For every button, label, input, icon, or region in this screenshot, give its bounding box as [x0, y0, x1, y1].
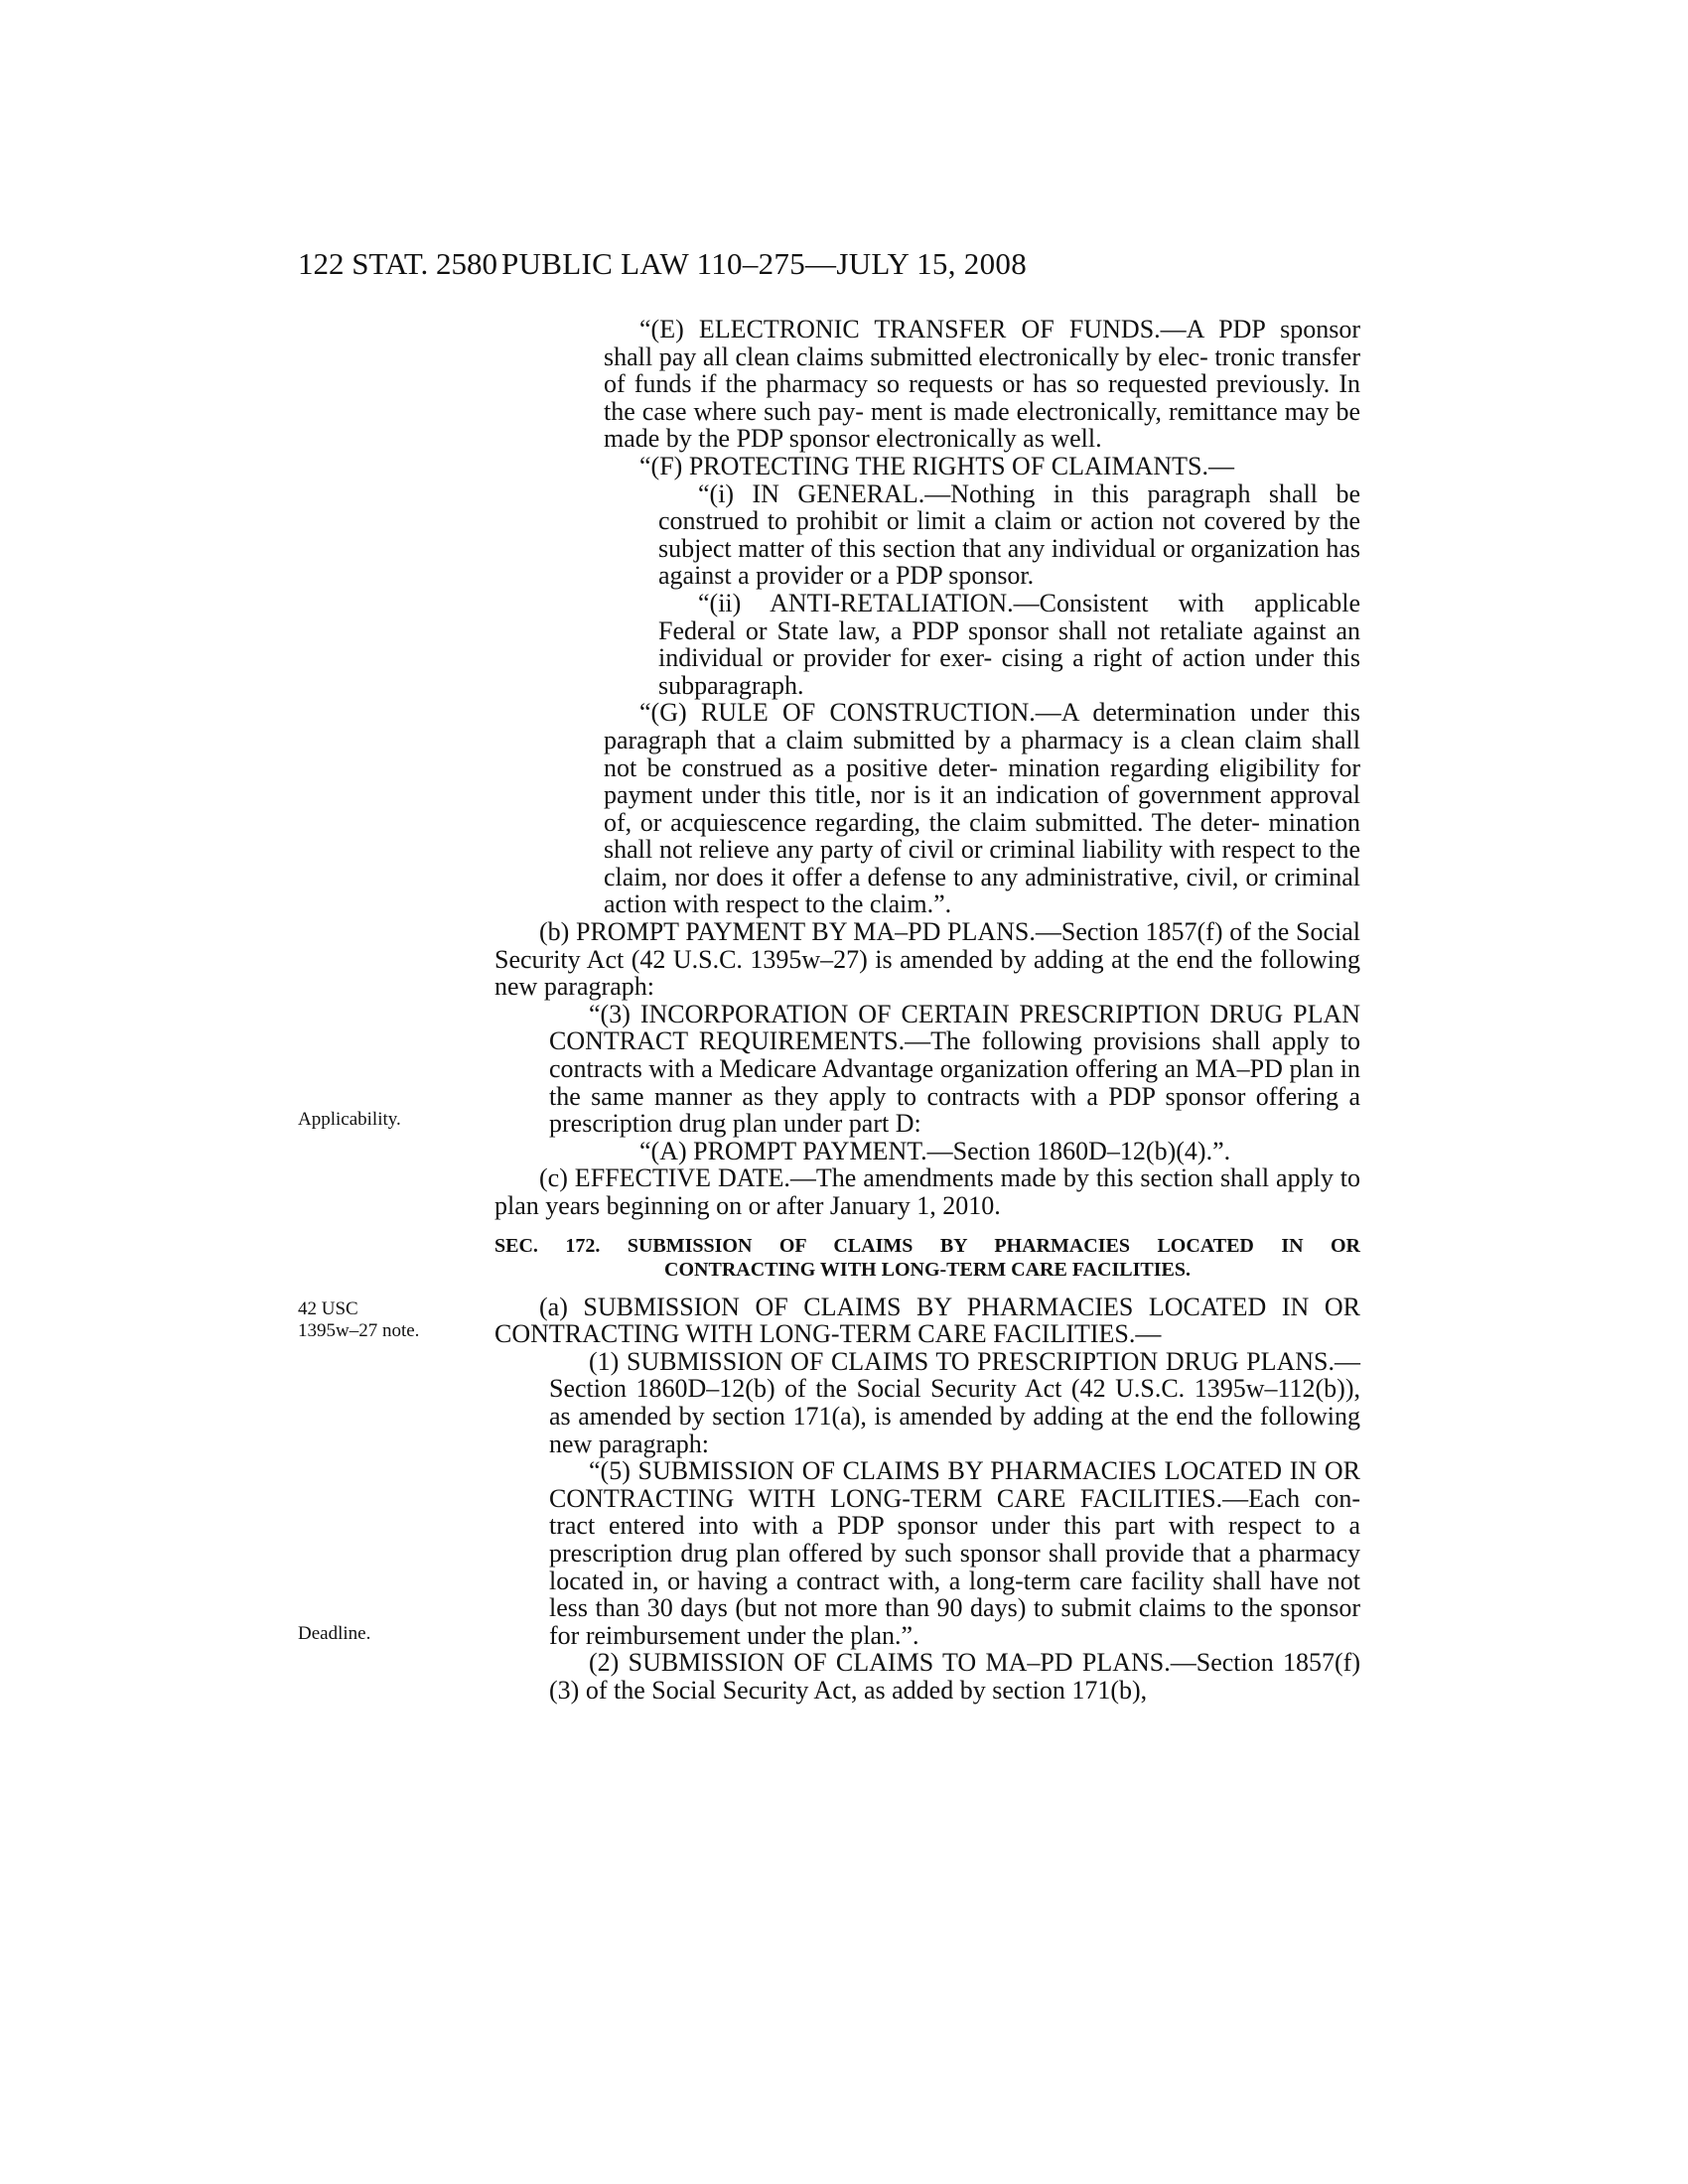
margin-note-deadline: Deadline.	[298, 1623, 371, 1644]
para-e-electronic-transfer: “(E) ELECTRONIC TRANSFER OF FUNDS.—A PDP sponsor shall pay all clean claims submitted electronically by elec- tronic transfer of funds if the pharmacy so requests or has so requested previously. In the case where such pay- ment is made electronically, remittance may be made by the PDP sponsor electronically as well.	[604, 315, 1360, 454]
section-heading-line1: SEC. 172. SUBMISSION OF CLAIMS BY PHARMACIES LOCATED IN OR	[494, 1234, 1360, 1257]
para-2-submission-mapd: (2) SUBMISSION OF CLAIMS TO MA–PD PLANS.—Section 1857(f)(3) of the Social Security Act, as added by section 171(b),	[549, 1648, 1360, 1705]
para-a-prompt-payment: “(A) PROMPT PAYMENT.—Section 1860D–12(b)(4).”.	[639, 1136, 1231, 1165]
margin-note-usc-line2: 1395w–27 note.	[298, 1320, 420, 1341]
section-heading-line2: CONTRACTING WITH LONG-TERM CARE FACILITIES.	[664, 1258, 1191, 1281]
margin-note-usc-line1: 42 USC	[298, 1298, 358, 1319]
margin-note-applicability: Applicability.	[298, 1109, 401, 1130]
para-3-incorporation: “(3) INCORPORATION OF CERTAIN PRESCRIPTION DRUG PLAN CONTRACT REQUIREMENTS.—The following provisions shall apply to contracts with a Medicare Advantage organization offering an MA–PD plan in the same manner as they apply to contracts with a PDP sponsor offering a prescription drug plan under part D:	[549, 999, 1360, 1139]
para-a-submission: (a) SUBMISSION OF CLAIMS BY PHARMACIES LOCATED IN OR CONTRACTING WITH LONG-TERM CARE FACILITIES.—	[494, 1292, 1360, 1349]
para-c-effective-date: (c) EFFECTIVE DATE.—The amendments made by this section shall apply to plan years beginning on or after January 1, 2010.	[494, 1163, 1360, 1220]
statute-page-number: 122 STAT. 2580	[298, 246, 498, 281]
para-f-ii-anti-retaliation: “(ii) ANTI-RETALIATION.—Consistent with applicable Federal or State law, a PDP sponsor shall not retaliate against an individual or provider for exer- cising a right of action under this subparagraph.	[658, 588, 1360, 700]
para-f-heading: “(F) PROTECTING THE RIGHTS OF CLAIMANTS.—	[639, 451, 1234, 480]
para-5-submission-ltc: “(5) SUBMISSION OF CLAIMS BY PHARMACIES LOCATED IN OR CONTRACTING WITH LONG-TERM CARE FACILITIES.—Each con- tract entered into with a PDP sponsor under this part with respect to a prescription drug plan offered by such sponsor shall provide that a pharmacy located in, or having a contract with, a long-term care facility shall have not less than 30 days (but not more than 90 days) to submit claims to the sponsor for reimbursement under the plan.”.	[549, 1456, 1360, 1650]
section-heading	[494, 1234, 1360, 1282]
para-b-prompt-payment: (b) PROMPT PAYMENT BY MA–PD PLANS.—Section 1857(f) of the Social Security Act (42 U.S.C. 1395w–27) is amended by adding at the end the following new paragraph:	[494, 917, 1360, 1002]
page-header	[298, 246, 1370, 286]
para-1-submission-pdp: (1) SUBMISSION OF CLAIMS TO PRESCRIPTION DRUG PLANS.— Section 1860D–12(b) of the Social Security Act (42 U.S.C. 1395w–112(b)), as amended by section 171(a), is amended by adding at the end the following new paragraph:	[549, 1346, 1360, 1458]
margin-note-usc	[298, 1298, 472, 1342]
running-title: PUBLIC LAW 110–275—JULY 15, 2008	[501, 246, 1028, 281]
para-g-rule-of-construction: “(G) RULE OF CONSTRUCTION.—A determination under this paragraph that a claim submitted by a pharmacy is a clean claim shall not be construed as a positive deter- mination regarding eligibility for payment under this title, nor is it an indication of government approval of, or acquiescence regarding, the claim submitted. The deter- mination shall not relieve any party of civil or criminal liability with respect to the claim, nor does it offer a defense to any administrative, civil, or criminal action with respect to the claim.”.	[604, 698, 1360, 919]
para-f-i-in-general: “(i) IN GENERAL.—Nothing in this paragraph shall be construed to prohibit or limit a claim or action not covered by the subject matter of this section that any individual or organization has against a provider or a PDP sponsor.	[658, 478, 1360, 591]
statute-body	[494, 316, 1360, 1705]
